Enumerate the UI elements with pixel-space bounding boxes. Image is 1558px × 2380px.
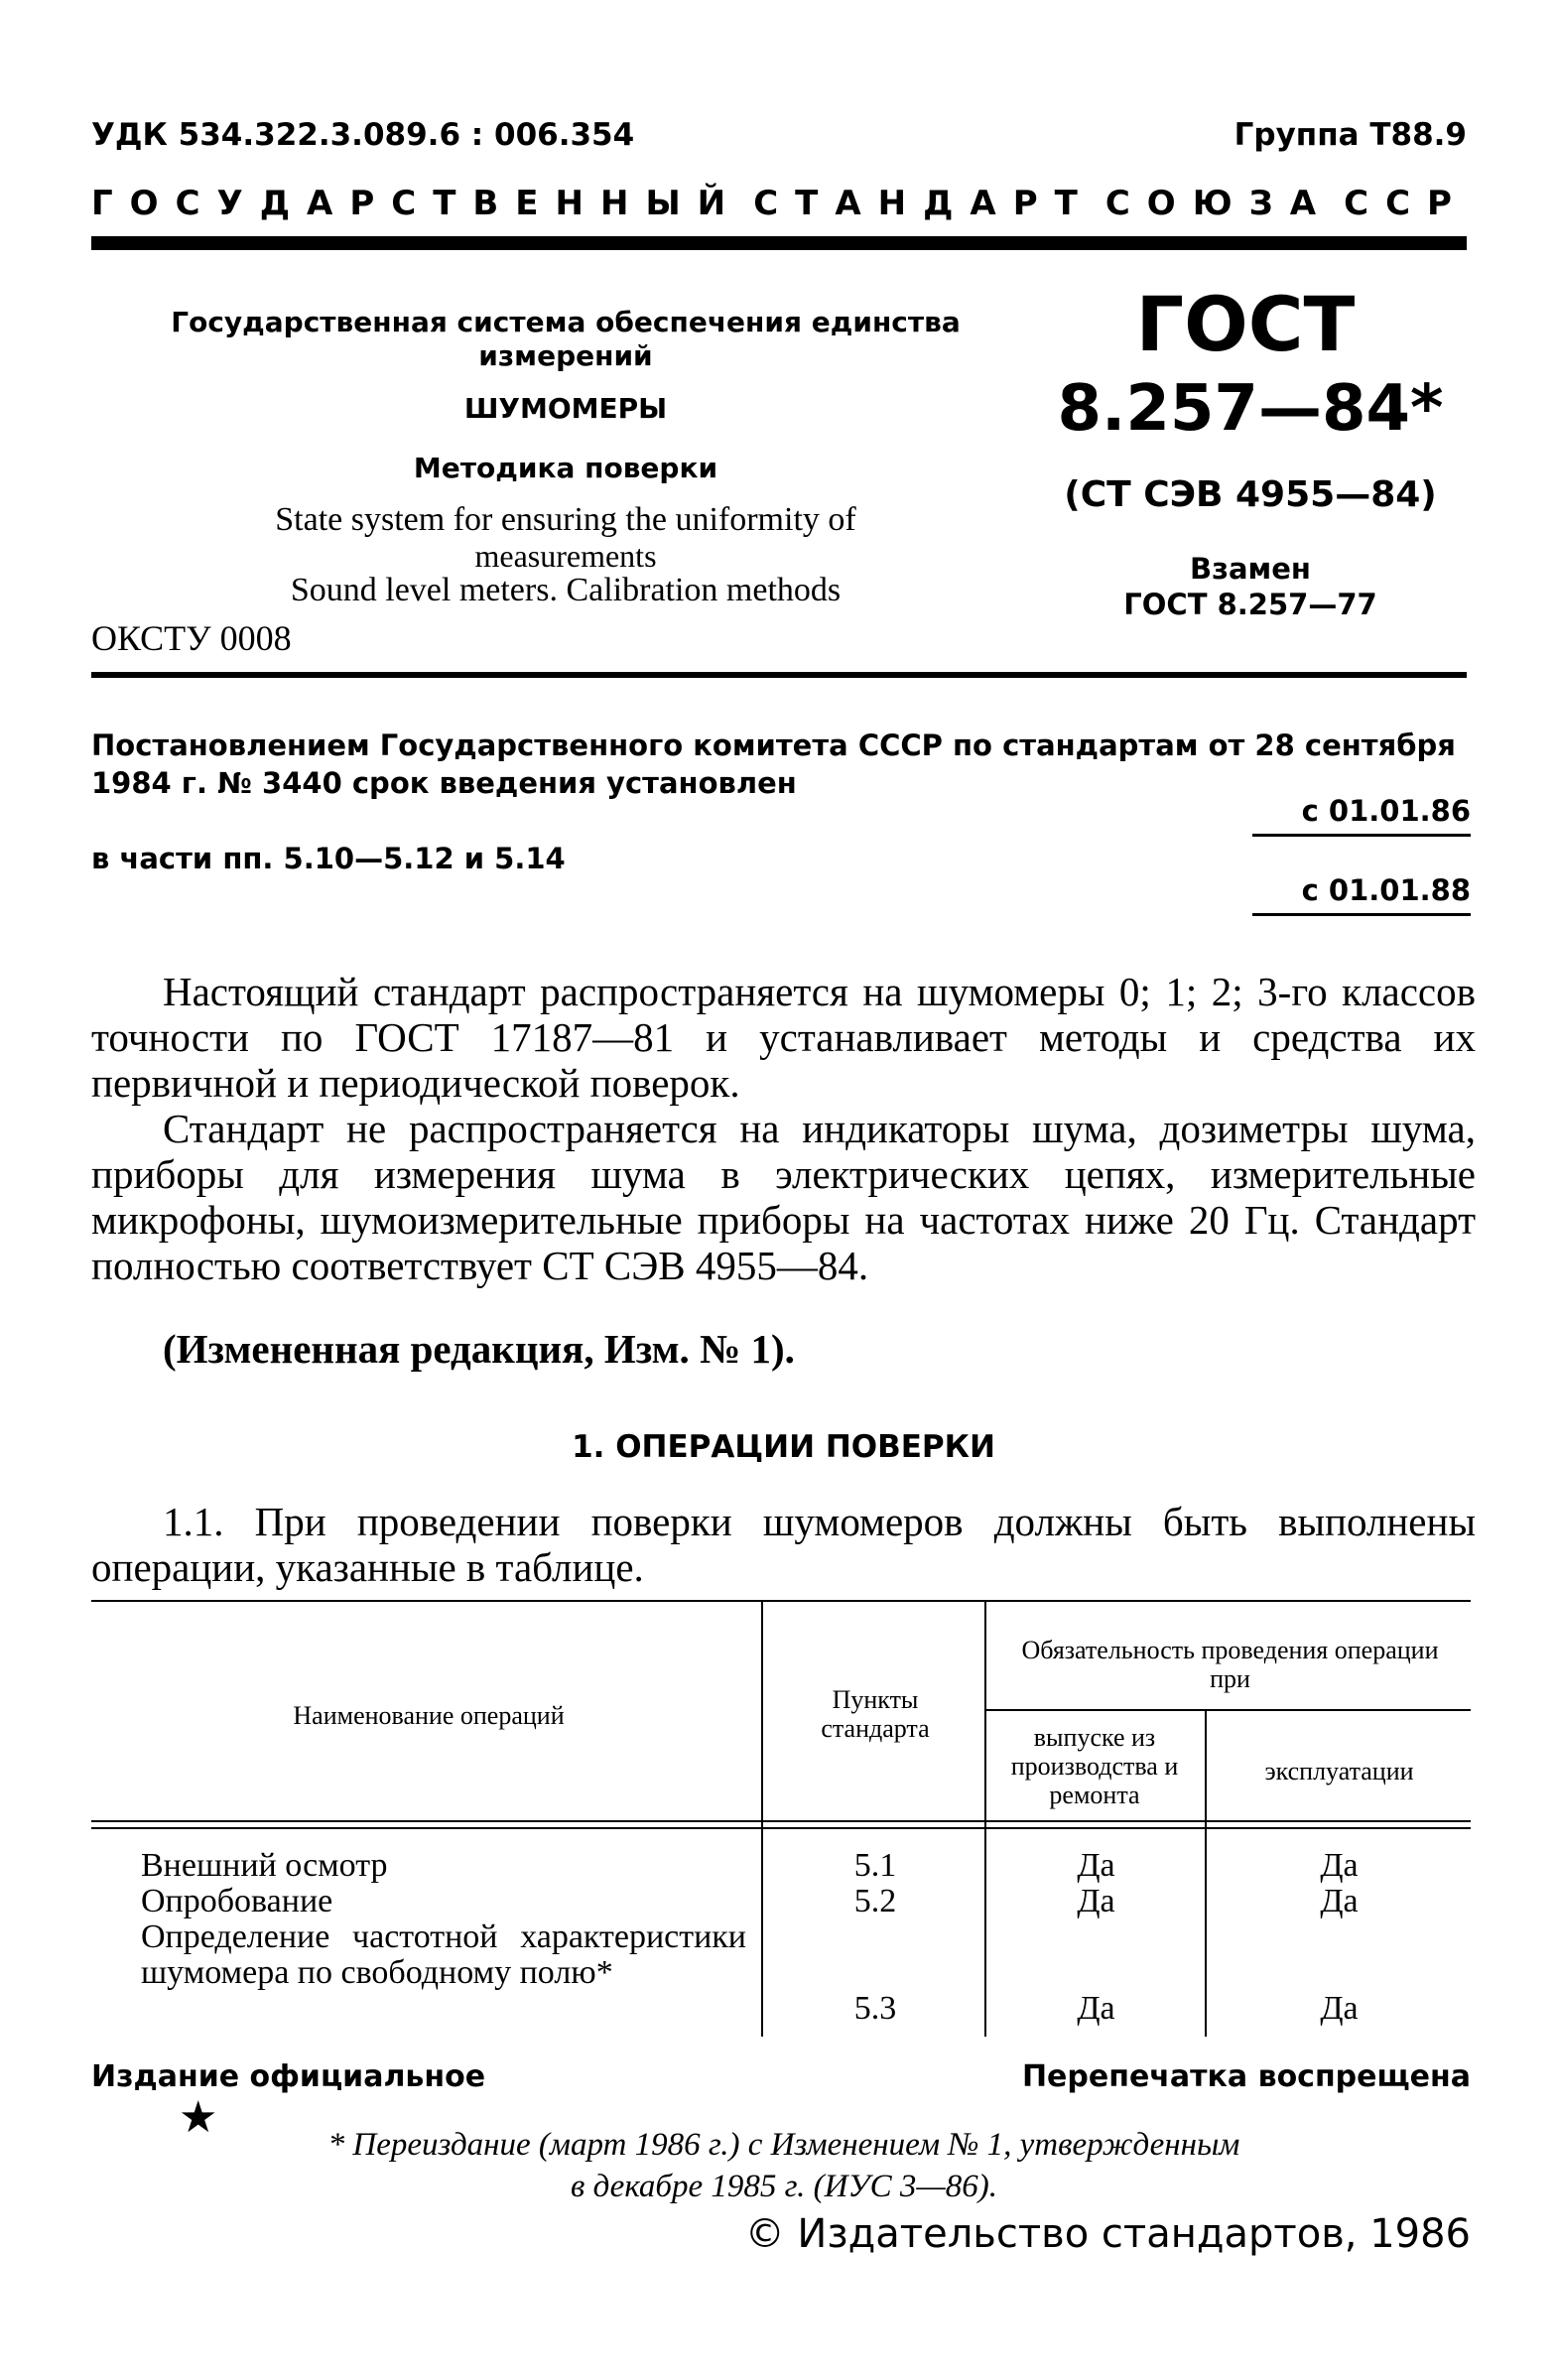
gost-number: 8.257—84* <box>1057 372 1444 446</box>
header-release: выпуске из производства и ремонта <box>1010 1723 1179 1809</box>
reissue-note-line2: в декабре 1985 г. (ИУС 3—86). <box>571 2169 997 2204</box>
effective-date-1: с 01.01.86 <box>1252 794 1471 837</box>
table-header-rule-2 <box>91 1827 1471 1829</box>
table-divider-2 <box>984 1600 986 2037</box>
replaces-value: ГОСТ 8.257—77 <box>1123 588 1377 621</box>
header-operation: эксплуатации <box>1264 1757 1414 1785</box>
state-standard-word-1: ГОСУДАРСТВЕННЫЙ <box>91 184 743 223</box>
replaces-block <box>1092 551 1409 622</box>
english-title-line2: measurements <box>474 538 657 574</box>
star-icon: ★ <box>179 2093 218 2142</box>
header-clauses: Пункты стандарта <box>821 1685 930 1743</box>
operations-table <box>91 1600 1471 2037</box>
official-edition: Издание официальное <box>91 2059 486 2094</box>
table-divider-1 <box>761 1600 763 2037</box>
table-divider-3 <box>1205 1709 1207 2037</box>
table-row-1-clause: 5.1 <box>853 1847 897 1884</box>
intro-paragraph-2: Стандарт не распространяется на индикаторы шума, дозиметры шума, приборы для измерения шума в электрических цепях, измерительные микрофоны, шумоизмерительные приборы на частотах ниже 20 Гц. Стандарт полностью соответствует СТ СЭВ 4955—84. <box>91 1106 1476 1288</box>
group-code: Группа Т88.9 <box>1233 117 1467 153</box>
section-1-paragraph: 1.1. При проведении поверки шумомеров должны быть выполнены операции, указанные в таблице. <box>91 1499 1476 1590</box>
amendment-note: (Измененная редакция, Изм. № 1). <box>163 1326 795 1372</box>
table-row-1-operation: Да <box>1320 1847 1359 1884</box>
cmea-standard: (СТ СЭВ 4955—84) <box>1064 474 1437 515</box>
table-row-3-name: Определение частотной характеристики шумомера по свободному полю* <box>141 1918 746 1991</box>
reissue-note <box>238 2124 1330 2207</box>
udk-code: УДК 534.322.3.089.6 : 006.354 <box>91 117 635 153</box>
copyright: © Издательство стандартов, 1986 <box>744 2211 1471 2257</box>
english-title-line1: State system for ensuring the uniformity of <box>275 501 856 538</box>
system-title-line2: измерений <box>478 339 653 372</box>
okstu-code: ОКСТУ 0008 <box>91 618 292 658</box>
replaces-label: Взамен <box>1190 552 1311 586</box>
table-row-3-operation: Да <box>1320 1990 1359 2027</box>
system-title-line1: Государственная система обеспечения единства <box>171 306 961 338</box>
intro-paragraph-1: Настоящий стандарт распространяется на шумомеры 0; 1; 2; 3-го классов точности по ГОСТ 17187—81 и устанавливает методы и средства их первичной и периодической поверок. <box>91 969 1476 1106</box>
state-standard-word-4: ССР <box>1344 184 1469 223</box>
header-operation-name: Наименование операций <box>293 1701 565 1730</box>
reprint-prohibited: Перепечатка воспрещена <box>1021 2059 1471 2094</box>
gost-word: ГОСТ <box>1135 280 1356 368</box>
method-title: Методика поверки <box>413 452 718 484</box>
state-standard-word-3: СОЮЗА <box>1104 184 1334 223</box>
table-row-3-release: Да <box>1077 1990 1115 2027</box>
header-rule <box>91 236 1467 250</box>
header-required: Обязательность проведения операции при <box>1021 1636 1439 1693</box>
section-1-heading: 1. ОПЕРАЦИИ ПОВЕРКИ <box>572 1429 995 1465</box>
table-header-rule-1 <box>91 1820 1471 1822</box>
table-row-2-name: Опробование <box>141 1883 333 1919</box>
product-title: ШУМОМЕРЫ <box>463 392 668 425</box>
table-top-rule <box>91 1600 1471 1602</box>
effective-date-2: с 01.01.88 <box>1252 873 1471 916</box>
decree-text: Постановлением Государственного комитета СССР по стандартам от 28 сентября 1984 г. № 3440 срок введения установлен <box>91 728 1456 800</box>
state-standard-heading <box>91 184 1469 223</box>
title-rule <box>91 672 1467 678</box>
decree-parts: в части пп. 5.10—5.12 и 5.14 <box>91 842 566 875</box>
table-row-3-clause: 5.3 <box>853 1990 897 2027</box>
table-row-2-operation: Да <box>1320 1883 1359 1919</box>
table-row-1-release: Да <box>1077 1847 1115 1884</box>
table-row-2-clause: 5.2 <box>853 1883 897 1919</box>
table-subheader-rule <box>984 1709 1471 1711</box>
state-standard-word-2: СТАНДАРТ <box>753 184 1095 223</box>
reissue-note-line1: * Переиздание (март 1986 г.) с Изменением № 1, утвержденным <box>327 2127 1240 2163</box>
english-title-line3: Sound level meters. Calibration methods <box>290 572 842 608</box>
table-row-1-name: Внешний осмотр <box>141 1847 388 1884</box>
table-row-2-release: Да <box>1077 1883 1115 1919</box>
